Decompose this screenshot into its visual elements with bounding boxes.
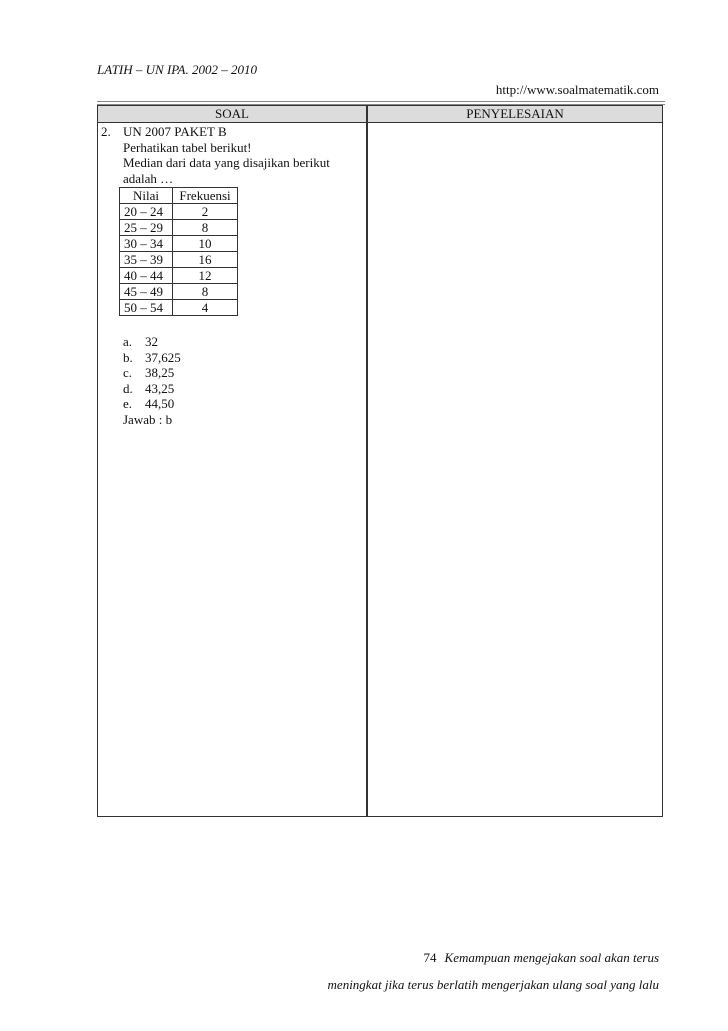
option-a [123, 334, 363, 350]
column-header-soal: SOAL [98, 106, 366, 123]
table-row [120, 204, 238, 220]
table-cell-frekuensi: 8 [173, 220, 238, 236]
table-row [120, 284, 238, 300]
option-letter: b. [123, 349, 133, 365]
table-row [120, 300, 238, 316]
frequency-table [119, 187, 238, 316]
question-cell [101, 124, 363, 427]
option-text: 37,625 [145, 349, 181, 365]
table-cell-nilai: 30 – 34 [120, 236, 173, 252]
table-cell-nilai: 50 – 54 [120, 300, 173, 316]
page-number: 74 [423, 950, 437, 965]
website-url: http://www.soalmatematik.com [495, 82, 659, 97]
question-line-2: Median dari data yang disajikan berikut [123, 155, 330, 170]
option-e [123, 396, 363, 412]
column-divider [366, 106, 368, 816]
table-cell-frekuensi: 2 [173, 204, 238, 220]
option-c [123, 365, 363, 381]
column-header-penyelesaian: PENYELESAIAN [368, 106, 662, 123]
table-cell-nilai: 25 – 29 [120, 220, 173, 236]
table-cell-nilai: 20 – 24 [120, 204, 173, 220]
option-text: 32 [145, 334, 158, 349]
answer-key: Jawab : b [123, 411, 173, 427]
table-cell-frekuensi: 10 [173, 236, 238, 252]
option-letter: d. [123, 380, 133, 396]
table-cell-frekuensi: 8 [173, 284, 238, 300]
question-line-1: Perhatikan tabel berikut! [123, 139, 252, 155]
table-cell-nilai: 35 – 39 [120, 252, 173, 268]
page-footer [328, 944, 659, 998]
option-letter: e. [123, 396, 133, 411]
option-letter: a. [123, 334, 133, 349]
table-row [120, 220, 238, 236]
question-body [123, 124, 363, 427]
question-source: UN 2007 PAKET B [123, 124, 227, 139]
option-d [123, 381, 363, 397]
table-cell-frekuensi: 12 [173, 268, 238, 284]
option-b [123, 350, 363, 366]
question-number: 2. [101, 124, 111, 139]
option-text: 43,25 [145, 380, 175, 396]
answer-options [123, 334, 363, 412]
table-row [120, 268, 238, 284]
table-cell-nilai: 40 – 44 [120, 268, 173, 284]
footer-motto-line-1: Kemampuan mengejakan soal akan terus [444, 950, 659, 965]
option-text: 38,25 [145, 365, 175, 380]
document-title: LATIH – UN IPA. 2002 – 2010 [97, 62, 257, 77]
table-header-nilai: Nilai [120, 188, 173, 204]
footer-line-1 [328, 944, 659, 971]
table-cell-nilai: 45 – 49 [120, 284, 173, 300]
footer-motto-line-2: meningkat jika terus berlatih mengerjakan ulang soal yang lalu [327, 977, 659, 992]
question-line-3: adalah … [123, 170, 174, 186]
worksheet-table [97, 105, 663, 817]
option-letter: c. [123, 365, 133, 380]
table-row [120, 252, 238, 268]
table-cell-frekuensi: 16 [173, 252, 238, 268]
table-header-frekuensi: Frekuensi [173, 188, 238, 204]
option-text: 44,50 [145, 396, 175, 411]
table-header-row [120, 188, 238, 204]
table-row [120, 236, 238, 252]
table-cell-frekuensi: 4 [173, 300, 238, 316]
